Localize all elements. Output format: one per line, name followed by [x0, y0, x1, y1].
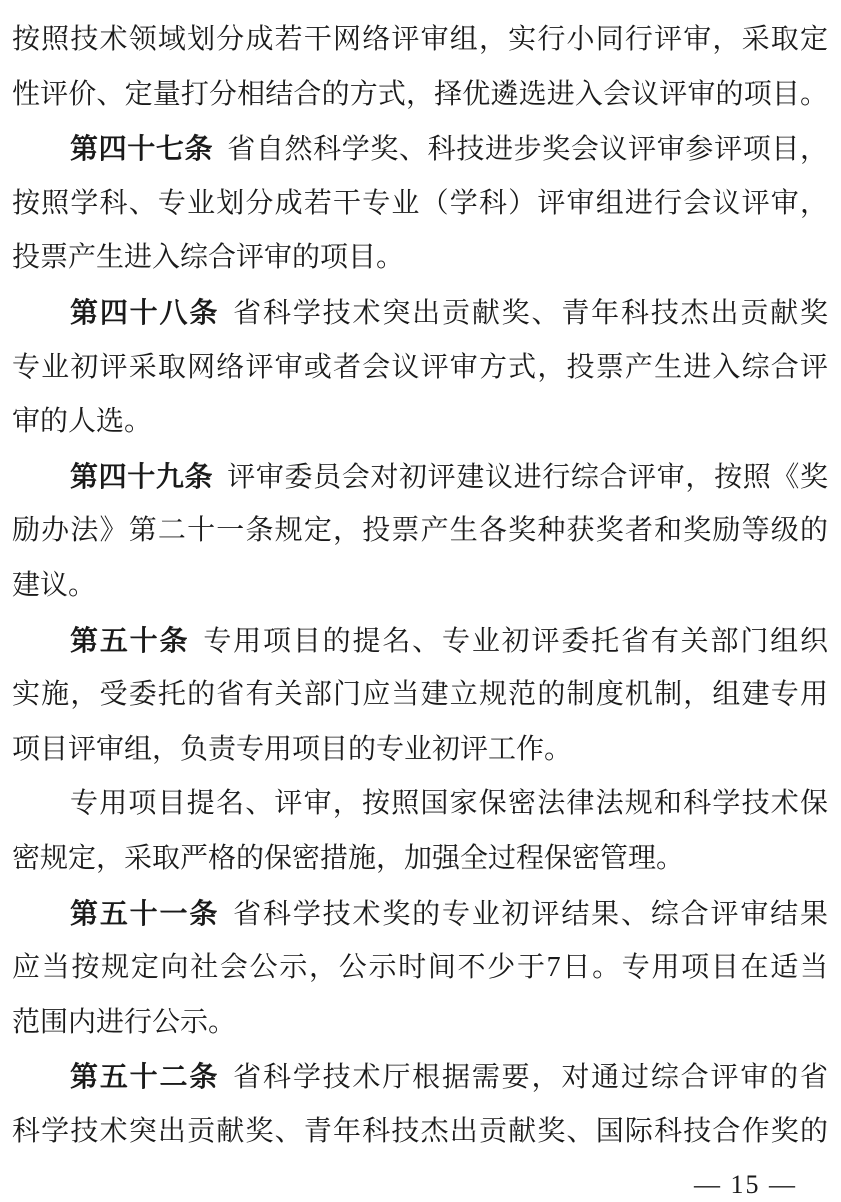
text-line: 密规定，采取严格的保密措施，加强全过程保密管理。	[12, 842, 685, 874]
text-line: 审的人选。	[12, 406, 153, 438]
article-heading: 第四十七条	[70, 133, 214, 165]
text-line: 专用项目提名、评审，按照国家保密法律法规和科学技术保	[70, 788, 828, 820]
text-span: 省科学技术突出贡献奖、青年科技杰出贡献奖	[233, 297, 828, 329]
text-line: 按照技术领域划分成若干网络评审组，实行小同行评审，采取定	[12, 24, 828, 55]
document-page	[12, 13, 828, 1159]
article-48	[12, 286, 828, 450]
paragraph-secrecy	[12, 777, 828, 886]
text-span: 专用项目的提名、专业初评委托省有关部门组织	[203, 625, 828, 657]
article-51	[12, 887, 828, 1051]
article-49	[12, 450, 828, 614]
text-line	[12, 286, 828, 341]
article-heading: 第五十一条	[70, 897, 220, 929]
text-line: 建议。	[12, 569, 97, 601]
text-line: 范围内进行公示。	[12, 1006, 237, 1038]
text-span: 省科学技术厅根据需要，对通过综合评审的省	[233, 1062, 828, 1094]
text-line	[12, 1050, 828, 1105]
text-line: 励办法》第二十一条规定，投票产生各奖种获奖者和奖励等级的	[12, 515, 828, 547]
article-47	[12, 122, 828, 286]
article-heading: 第五十条	[70, 624, 190, 656]
text-span: 评审委员会对初评建议进行综合评审，按照《奖	[227, 461, 828, 493]
paragraph-continuation	[12, 13, 828, 122]
page-number: — 15 —	[694, 1170, 797, 1199]
text-line: 专业初评采取网络评审或者会议评审方式，投票产生进入综合评	[12, 351, 828, 383]
article-heading: 第五十二条	[70, 1061, 220, 1093]
text-line: 实施，受委托的省有关部门应当建立规范的制度机制，组建专用	[12, 679, 828, 711]
text-line	[12, 450, 828, 505]
article-heading: 第四十八条	[70, 296, 220, 328]
text-line	[12, 122, 828, 177]
text-line: 投票产生进入综合评审的项目。	[12, 242, 405, 274]
text-line	[12, 887, 828, 942]
text-line: 科学技术突出贡献奖、青年科技杰出贡献奖、国际科技合作奖的	[12, 1115, 828, 1147]
text-line: 性评价、定量打分相结合的方式，择优遴选进入会议评审的项目。	[12, 78, 828, 110]
text-line: 应当按规定向社会公示，公示时间不少于7日。专用项目在适当	[12, 952, 828, 984]
text-span: 省自然科学奖、科技进步奖会议评审参评项目，	[227, 134, 828, 166]
text-line: 按照学科、专业划分成若干专业（学科）评审组进行会议评审，	[12, 187, 828, 219]
text-line	[12, 614, 828, 669]
text-line: 项目评审组，负责专用项目的专业初评工作。	[12, 733, 573, 765]
article-50	[12, 614, 828, 778]
article-52	[12, 1050, 828, 1159]
article-heading: 第四十九条	[70, 460, 214, 492]
text-span: 省科学技术奖的专业初评结果、综合评审结果	[233, 898, 828, 930]
